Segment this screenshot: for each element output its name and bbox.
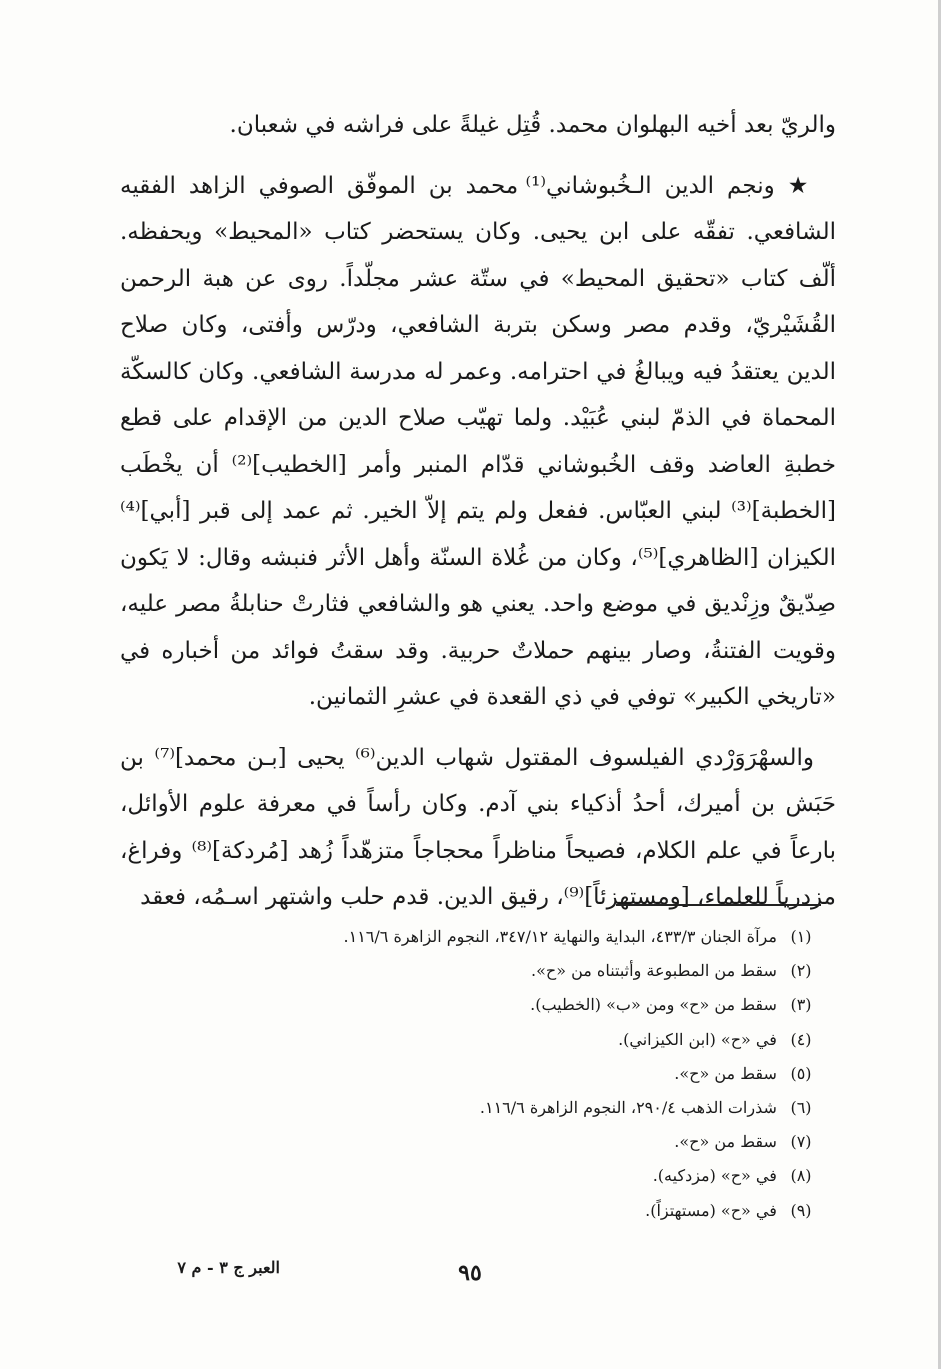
printer-signature: العبر ج ٣ - م ٧ [177,1258,280,1277]
footnotes-list [120,920,820,1228]
footnote-item [120,1023,820,1057]
footnote-item [120,920,820,954]
footnote-text: مرآة الجنان ٤٣٣/٣، البداية والنهاية ٣٤٧/١٢، النجوم الزاهرة ١١٦/٦. [343,927,777,946]
footnote-separator [616,904,821,906]
footnote-number: (٤) [790,1029,812,1049]
footnote-item [120,1057,820,1091]
footnote-text: سقط من المطبوعة وأثبتناه من «ح». [531,961,777,981]
footnote-item [120,1159,820,1193]
main-text [120,102,836,921]
footnote-text: سقط من «ح» ومن «ب» (الخطيب). [530,995,777,1015]
footnote-text: شذرات الذهب ٢٩٠/٤، النجوم الزاهرة ١١٦/٦. [479,1098,777,1118]
footnote-item [120,954,820,988]
entry-najm-al-din: ★ ونجم الدين الـخُبوشاني⁽¹⁾ محمد بن الموفّق الصوفي الزاهد الفقيه الشافعي. تفقّه على ابن يحيى. وكان يستحضر كتاب «المحيط» ويحفظه. ألّف كتاب «تحقيق المحيط» في ستّة عشر مجلّداً. روى عن هبة الرحمن القُشَيْريّ، وقدم مصر وسكن بتربة الشافعي، ودرّس وأفتى، وكان صلاح الدين يعتقدُ فيه ويبالغُ في احترامه. وعمر له مدرسة الشافعي. وكان كالسكّة المحماة في الذمّ لبني عُبَيْد. ولما تهيّب صلاح الدين من الإقدام على قطع خطبةِ العاضد وقف الخُبوشاني قدّام المنبر وأمر [الخطيب]⁽²⁾ أن يخْطَب [الخطبة]⁽³⁾ لبني العبّاس. ففعل ولم يتم إلاّ الخير. ثم عمد إلى قبر [أبي]⁽⁴⁾ الكيزان [الظاهري]⁽⁵⁾، وكان من غُلاة السنّة وأهل الأثر فنبشه وقال: لا يَكون صِدّيقٌ وزِنْديق في موضع واحد. يعني هو والشافعي فثارتْ حنابلةُ مصر عليه، وقويت الفتنةُ، وصار بينهم حملاتٌ حربية. وقد سقتُ فوائد من أخباره في «تاريخي الكبير» توفي في ذي القعدة في عشرِ الثمانين. [120,172,837,710]
footnote-text: في «ح» (مزدكيه). [652,1166,777,1186]
entry-suhrawardi: والسهْرَوَرْدي الفيلسوف المقتول شهاب الدين⁽⁶⁾ يحيى [بـن محمد]⁽⁷⁾ بن حَبَش بن أميرك، أحدُ أذكياء بني آدم. وكان رأساً في معرفة علوم الأوائل، بارعاً في علم الكلام، فصيحاً مناظراً محجاجاً متزهّداً زُهد [مُردكة]⁽⁸⁾ وفراغ، مزدرياً للعلماء، [ومستهزئاً]⁽⁹⁾، رقيق الدين. قدم حلب واشتهر اسـمُه، فعقد [120,744,836,910]
footnote-text: في «ح» (ابن الكيزاني). [618,1029,777,1049]
footnote-number: (٦) [790,1098,812,1118]
footnote-number: (٥) [790,1063,812,1083]
footnote-text: سقط من «ح». [674,1063,777,1083]
footnote-item [120,1091,820,1125]
page-number: ٩٥ [458,1260,482,1286]
footnote-item [120,1125,820,1159]
footnote-number: (٨) [790,1166,812,1186]
footnote-text: في «ح» (مستهتزاً). [645,1200,777,1220]
footnote-number: (١) [790,927,812,946]
footnote-number: (٢) [790,961,812,981]
continuation-paragraph: والريّ بعد أخيه البهلوان محمد. قُتِل غيلةً على فراشه في شعبان. [229,112,836,138]
footnote-item [120,988,820,1022]
footnote-number: (٣) [790,995,812,1015]
footnote-number: (٧) [790,1132,812,1152]
footnote-number: (٩) [790,1200,812,1220]
footnote-item [120,1194,820,1228]
footnote-text: سقط من «ح». [674,1132,777,1152]
